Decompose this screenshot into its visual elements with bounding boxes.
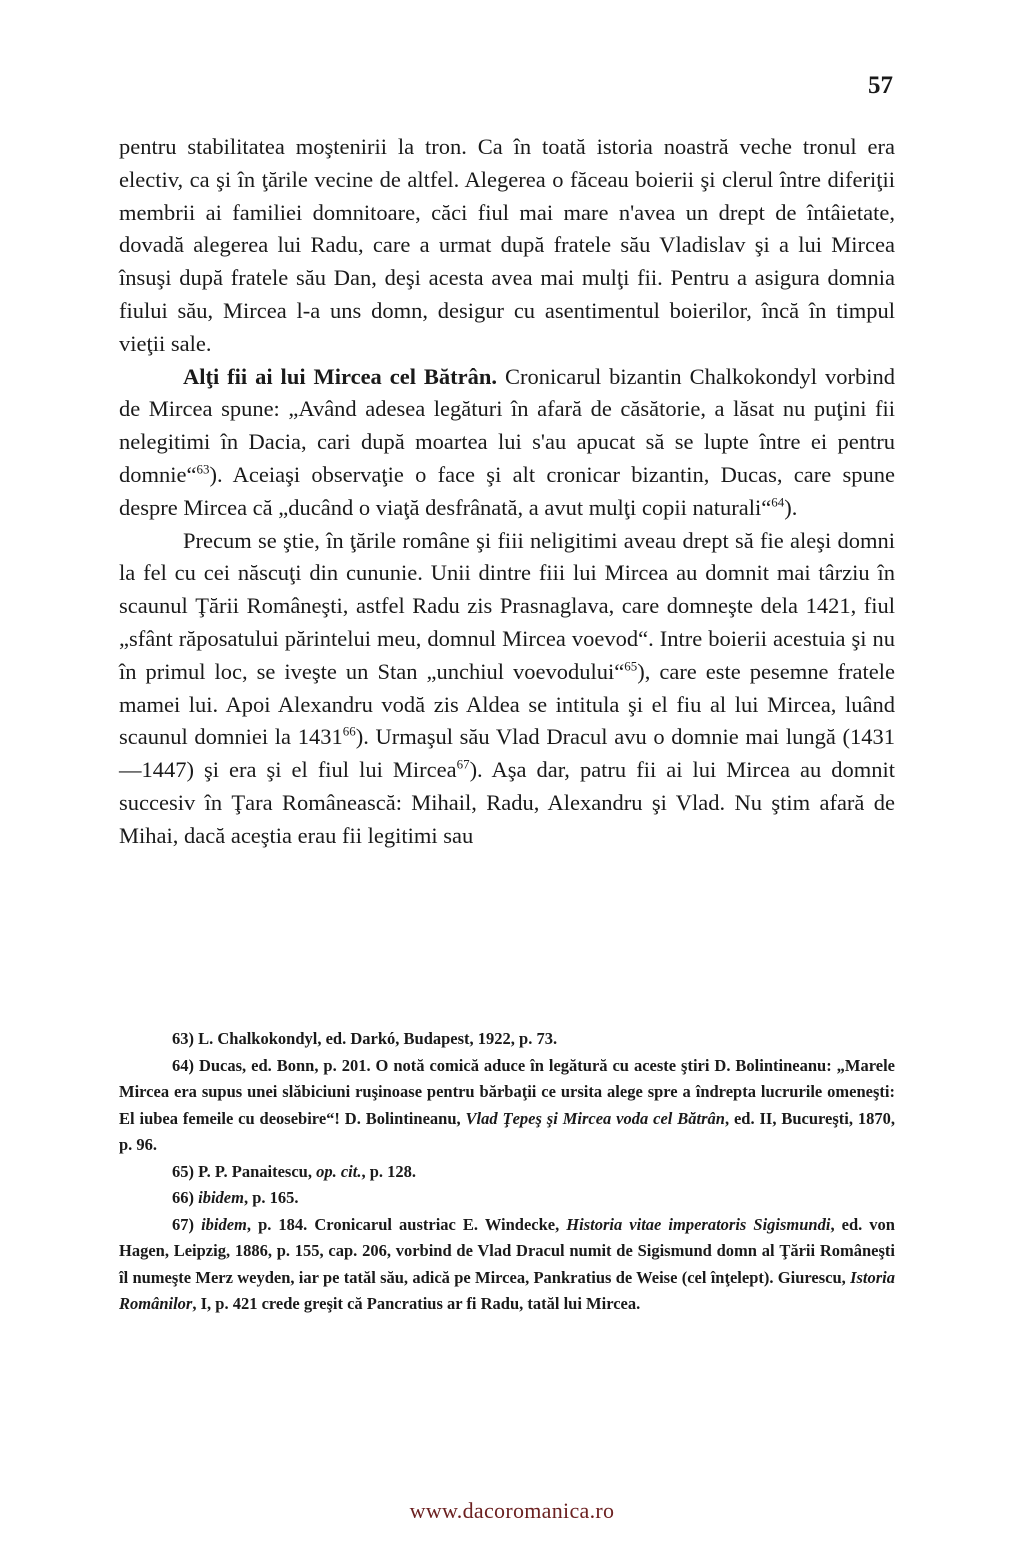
footnote-66 bbox=[119, 1185, 895, 1212]
footnote-64-text: 64) Ducas, ed. Bonn, p. 201. O notă comică aduce în legătură cu aceste ştiri D. Bolintineanu: „Marele Mircea era supus unei slăbiciuni ruşinoase pentru bărbaţii ce ursita alege spre a îndrepta lucrurile omeneşti: El iubea femeile cu deosebire“! D. Bolintineanu, bbox=[119, 1055, 895, 1128]
paragraph-2-text-a: Cronicarul bizantin Chalkokondyl vorbind de Mircea spune: „Având adesea legături în afară de căsătorie, a lăsat nu puţini fii nelegitimi în Dacia, cari după moartea lui s'au apucat să se lupte între ei pentru domnie“ bbox=[119, 363, 895, 487]
footnotes bbox=[119, 1026, 895, 1318]
footnote-66-tail: , p. 165. bbox=[243, 1188, 299, 1207]
footnote-67-title-1: Historia vitae imperatoris Sigismundi bbox=[566, 1214, 831, 1234]
footnote-67 bbox=[119, 1212, 895, 1318]
footnote-64 bbox=[119, 1053, 895, 1159]
footnote-66-text: 66) bbox=[172, 1188, 199, 1207]
footnote-65 bbox=[119, 1159, 895, 1186]
footnote-64-tail: , ed. II, Bucureşti, 1870, p. 96. bbox=[119, 1108, 896, 1154]
footnote-65-cit: op. cit. bbox=[316, 1161, 362, 1181]
footnote-66-ibidem: ibidem bbox=[198, 1188, 244, 1207]
main-text bbox=[119, 131, 895, 853]
footnote-ref-66: 66 bbox=[342, 723, 356, 739]
footnote-ref-65: 65 bbox=[624, 658, 638, 674]
footnote-65-text: 65) P. P. Panaitescu, bbox=[172, 1161, 317, 1181]
paragraph-3-text-c: ). Urmaşul său Vlad Dracul avu o domnie mai lungă (1431—1447) şi era şi el fiul lui Mircea bbox=[119, 724, 895, 783]
paragraph-3-text-d: ). Aşa dar, patru fii ai lui Mircea au domnit succesiv în Ţara Românească: Mihail, Radu, Alexandru şi Vlad. Nu ştim afară de Mihai, dacă aceştia erau fii legitimi sau bbox=[119, 757, 895, 848]
page-number: 57 bbox=[868, 72, 893, 99]
footnote-67-tail: , I, p. 421 crede greşit că Pancratius ar fi Radu, tatăl lui Mircea. bbox=[192, 1294, 641, 1313]
footnote-63: 63) L. Chalkokondyl, ed. Darkó, Budapest, 1922, p. 73. bbox=[172, 1029, 558, 1048]
footnote-67-ibidem: ibidem bbox=[201, 1214, 247, 1234]
footnote-65-tail: , p. 128. bbox=[361, 1161, 417, 1181]
paragraph-3-text-a: Precum se ştie, în ţările române şi fiii neligitimi aveau drept să fie aleşi domni la fel cu cei născuţi din cununie. Unii dintre fiii lui Mircea au domnit mai târziu în scaunul Ţării Româneşti, astfel Radu zis Prasnaglava, care domneşte dela 1421, fiul „sfânt răposatului părintelui meu, domnul Mircea voevod“. Intre boierii acestuia şi nu în primul loc, se iveşte un Stan „unchiul voevodului“ bbox=[119, 527, 895, 684]
paragraph-3 bbox=[119, 525, 895, 853]
footnote-67-text: 67) bbox=[172, 1214, 202, 1234]
section-heading: Alţi fii ai lui Mircea cel Bătrân. bbox=[183, 363, 498, 389]
footnote-67-title-2: Istoria Românilor bbox=[119, 1267, 895, 1313]
footnote-ref-64: 64 bbox=[771, 494, 785, 510]
footnote-64-title: Vlad Ţepeş şi Mircea voda cel Bătrân bbox=[465, 1108, 725, 1128]
footnote-ref-63: 63 bbox=[196, 461, 210, 477]
site-watermark: www.dacoromanica.ro bbox=[409, 1498, 615, 1523]
footnote-67-text-b: , p. 184. Cronicarul austriac E. Windecke, bbox=[246, 1214, 567, 1234]
paragraph-3-text-b: ), care este pesemne fratele mamei lui. Apoi Alexandru vodă zis Aldea se intitula şi el fiu al lui Mircea, luând scaunul domniei la 1431 bbox=[119, 658, 895, 750]
paragraph-1: pentru stabilitatea moştenirii la tron. Ca în toată istoria noastră veche tronul era electiv, ca şi în ţările vecine de altfel. Alegerea o făceau boierii şi clerul între diferiţii membrii ai familiei domnitoare, căci fiul mai mare n'avea un drept de întâietate, dovadă alegerea lui Radu, care a urmat după fratele său Vladislav şi a lui Mircea însuşi după fratele său Dan, deşi acesta avea mai mulţi fii. Pentru a asigura domnia fiului său, Mircea l-a uns domn, desigur cu asentimentul boierilor, încă în timpul vieţii sale. bbox=[119, 134, 895, 356]
paragraph-2-text-c: ). bbox=[784, 494, 798, 520]
footnote-ref-67: 67 bbox=[456, 756, 470, 772]
paragraph-2 bbox=[119, 361, 895, 525]
paragraph-2-text-b: ). Aceiaşi observaţie o face şi alt cronicar bizantin, Ducas, care spune despre Mircea că „ducând o viaţă desfrânată, a avut mulţi copii naturali“ bbox=[119, 461, 895, 520]
footnote-67-text-c: , ed. von Hagen, Leipzig, 1886, p. 155, cap. 206, vorbind de Vlad Dracul numit de Sigismund domn al Ţării Româneşti îl numeşte Merz weyden, iar pe tatăl său, adică pe Mircea, Pankratius de Weise (cel înţelept). Giurescu, bbox=[119, 1214, 895, 1287]
